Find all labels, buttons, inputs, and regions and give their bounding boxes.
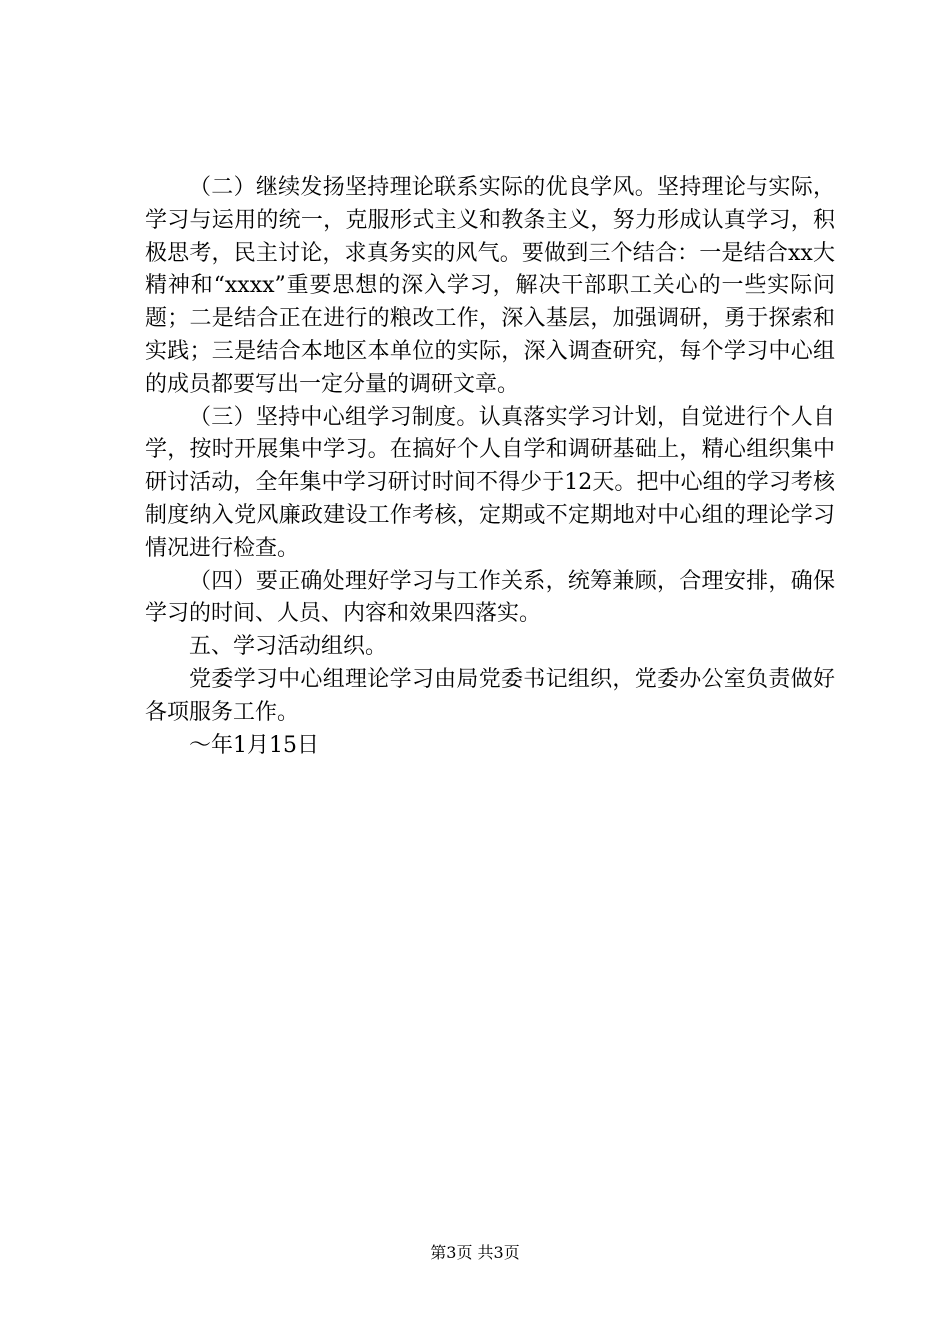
paragraph-study-system: （三）坚持中心组学习制度。认真落实学习计划，自觉进行个人自学，按时开展集中学习。在搞好个人自学和调研基础上，精心组织集中研讨活动，全年集中学习研讨时间不得少于12天。把中心组的学习考核制度纳入党风廉政建设工作考核，定期或不定期地对中心组的理论学习情况进行检查。 [145, 404, 835, 561]
paragraph-organization: 党委学习中心组理论学习由局党委书记组织，党委办公室负责做好各项服务工作。 [145, 666, 835, 725]
paragraph-study-work-balance: （四）要正确处理好学习与工作关系，统筹兼顾，合理安排，确保学习的时间、人员、内容和效果四落实。 [145, 568, 835, 627]
section-heading-organization: 五、学习活动组织。 [189, 634, 388, 660]
document-body [145, 172, 835, 762]
paragraph-study-style: （二）继续发扬坚持理论联系实际的优良学风。坚持理论与实际，学习与运用的统一，克服形式主义和教条主义，努力形成认真学习，积极思考，民主讨论，求真务实的风气。要做到三个结合：一是结合xx大精神和“xxxx”重要思想的深入学习，解决干部职工关心的一些实际问题；二是结合正在进行的粮改工作，深入基层，加强调研，勇于探索和实践；三是结合本地区本单位的实际，深入调查研究，每个学习中心组的成员都要写出一定分量的调研文章。 [145, 175, 835, 397]
page-footer: 第3页 共3页 [430, 1243, 520, 1262]
document-date: ～年1月15日 [189, 732, 319, 758]
